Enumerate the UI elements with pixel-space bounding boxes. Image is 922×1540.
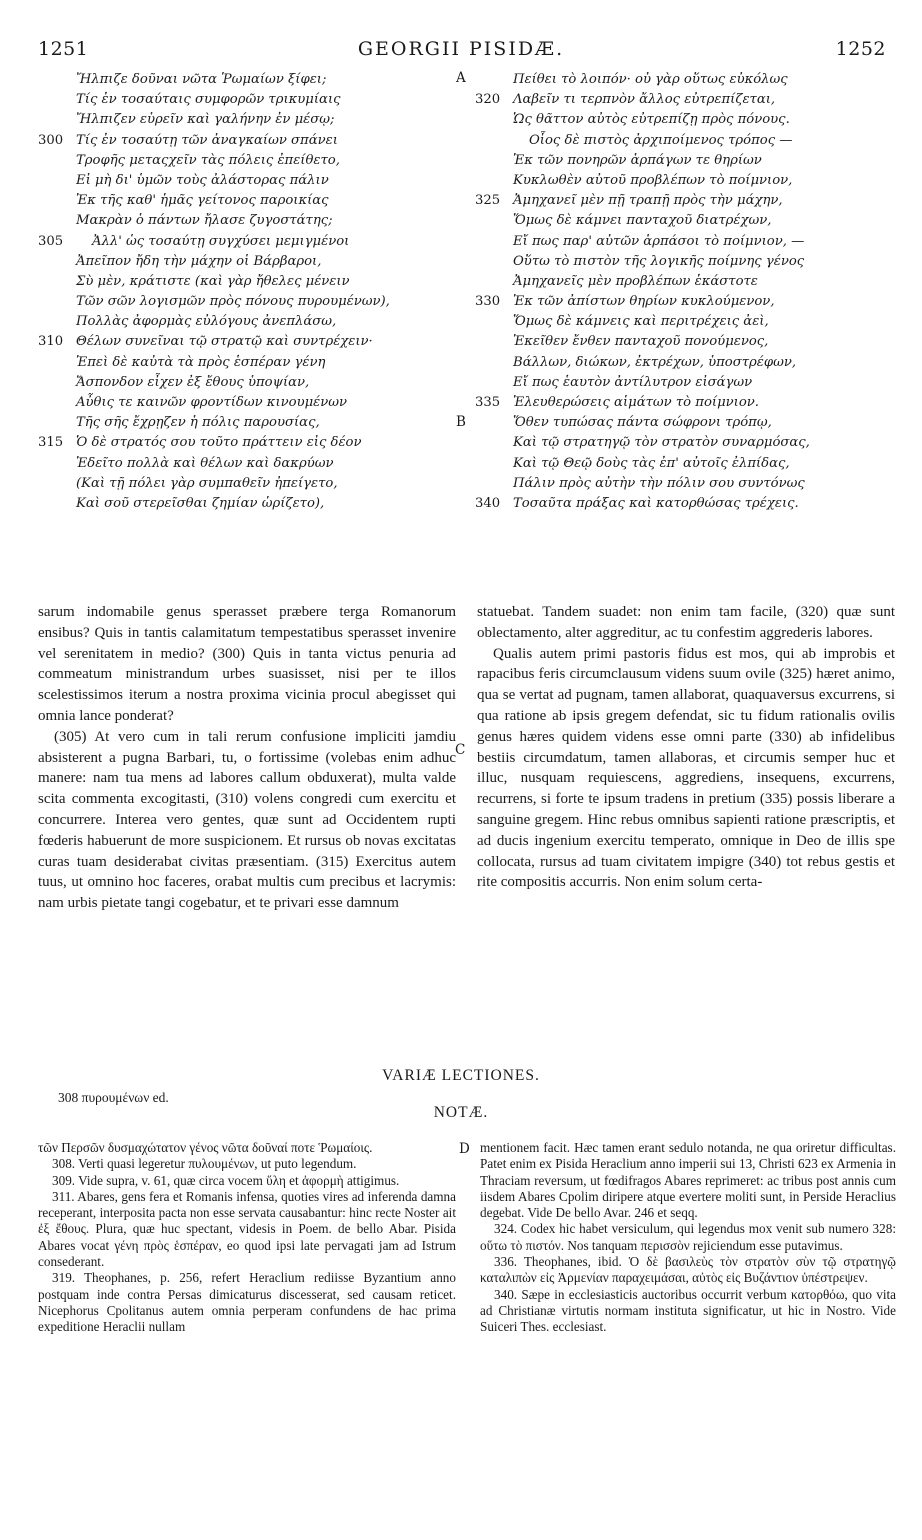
verse-line bbox=[38, 90, 458, 110]
verse-text: Τίς ἐν τοσαύτῃ τῶν ἀναγκαίων σπάνει bbox=[76, 132, 338, 148]
verse-number: 305 bbox=[38, 233, 64, 249]
verse-line bbox=[38, 332, 458, 352]
verse-line bbox=[475, 393, 895, 413]
verse-text: Οὕτω τὸ πιστὸν τῆς λογικῆς ποίμνης γένος bbox=[513, 253, 805, 269]
verse-text: (Καὶ τῇ πόλει γὰρ συμπαθεῖν ἠπείγετο, bbox=[76, 475, 338, 491]
verse-line bbox=[475, 494, 895, 514]
verse-line bbox=[38, 131, 458, 151]
verse-number: 330 bbox=[475, 294, 501, 310]
verse-line bbox=[475, 191, 895, 211]
verse-number: 310 bbox=[38, 334, 64, 350]
verse-line bbox=[475, 110, 895, 130]
verse-line bbox=[38, 191, 458, 211]
verse-text: Αὖθις τε καινῶν φροντίδων κινουμένων bbox=[76, 395, 348, 410]
latin-translation-left bbox=[38, 602, 456, 914]
verse-text: Θέλων συνεῖναι τῷ στρατῷ καὶ συντρέχειν· bbox=[76, 334, 373, 350]
verse-line bbox=[38, 151, 458, 171]
margin-letter-c: C bbox=[455, 742, 466, 758]
verse-text: Ὅμως δὲ κάμνει πανταχοῦ διατρέχων, bbox=[513, 213, 772, 229]
verse-line bbox=[475, 272, 895, 292]
margin-letter-b: B bbox=[456, 414, 466, 430]
verse-number: 340 bbox=[475, 495, 501, 511]
note-paragraph: mentionem facit. Hæc tamen erant sedulo notanda, ne qua oriretur difficultas. Patet enim ex Pisida Heraclium anno imperii sui 13, Christi 623 ex Armenia in Thraciam reversum, ut fœdifragos Abares reprimeret: ac tribus post annis cum iisdem Abares Cpolim diripere atque evertere moliti sunt, in Perside Heraclius degebat. Vide De bello Avar. 246 et seqq. bbox=[480, 1140, 896, 1221]
verse-text: Οἷος δὲ πιστὸς ἀρχιποίμενος τρόπος — bbox=[529, 132, 793, 148]
translation-paragraph: statuebat. Tandem suadet: non enim tam facile, (320) quæ sunt oblectamento, alter aggreditur, ac tu confestim aggrederis labores. bbox=[477, 604, 895, 641]
verse-line bbox=[38, 373, 458, 393]
verse-text: Ἤλπιζεν εὑρεῖν καὶ γαλήνην ἐν μέσῳ; bbox=[76, 112, 335, 128]
verse-line bbox=[38, 110, 458, 130]
verse-text: Ἐκεῖθεν ἔνθεν πανταχοῦ πονούμενος, bbox=[513, 334, 769, 350]
right-page-number: 1252 bbox=[835, 38, 886, 60]
verse-text: Ἐκ τῶν πονηρῶν ἁρπάγων τε θηρίων bbox=[513, 152, 762, 168]
verse-line bbox=[38, 454, 458, 474]
verse-line bbox=[475, 373, 895, 393]
verse-line bbox=[475, 252, 895, 272]
verse-text: Κυκλωθὲν αὐτοῦ προβλέπων τὸ ποίμνιον, bbox=[513, 172, 793, 188]
verse-text: Ἀλλ' ὡς τοσαύτῃ συγχύσει μεμιγμένοι bbox=[92, 233, 350, 249]
note-paragraph: 311. Abares, gens fera et Romanis infensa, quoties vires ad inferenda damna receperant, interposita pacta non esse servata causabantur: hinc recte Noster ait ἐξ ἔθους. Plura, quæ huc spectant, videsis in Poem. de bello Abar. Pisida Abares vocat γένη πρὸς ἑσπέραν, eo quod ipsi late pervagati jam ad Istrum consederant. bbox=[38, 1188, 456, 1270]
verse-line bbox=[38, 312, 458, 332]
verse-line bbox=[475, 292, 895, 312]
notes-column-left bbox=[38, 1140, 456, 1336]
verse-line bbox=[38, 353, 458, 373]
verse-text: Σὺ μὲν, κράτιστε (καὶ γὰρ ἤθελες μένειν bbox=[76, 273, 350, 289]
verse-number: 335 bbox=[475, 395, 501, 410]
verse-number: 315 bbox=[38, 435, 64, 451]
verse-text: Εἴ πως παρ' αὐτῶν ἁρπάσοι τὸ ποίμνιον, — bbox=[513, 233, 805, 249]
variae-lectiones-heading: VARIÆ LECTIONES. bbox=[382, 1067, 540, 1084]
verse-line bbox=[38, 433, 458, 453]
verse-text: Καὶ σοῦ στερεῖσθαι ζημίαν ὡρίζετο), bbox=[76, 495, 325, 511]
verse-text: Τοσαῦτα πράξας καὶ κατορθώσας τρέχεις. bbox=[513, 495, 799, 511]
verse-line bbox=[38, 211, 458, 231]
verse-text: Πολλὰς ἀφορμὰς εὐλόγους ἀνεπλάσω, bbox=[76, 314, 337, 330]
verse-text: Ἐδεῖτο πολλὰ καὶ θέλων καὶ δακρύων bbox=[76, 455, 334, 471]
verse-text: Ὅθεν τυπώσας πάντα σώφρονι τρόπῳ, bbox=[513, 415, 772, 431]
left-page-number: 1251 bbox=[38, 38, 89, 60]
translation-paragraph: Qualis autem primi pastoris fidus est mos, qui ab improbis et rapacibus feris circumclausum videns suum ovile (325) hæret animo, qua se vertat ad pugnam, tamen allaborat, quaquaversus excurrens, si qua ratione ab ipsis gregem defendat, sic tu fidum rationalis ovilis genus hæres quidem videns esse omni parte (330) ab infidelibus bestiis circumdatum, tamen allaboras, et circumis semper huc et illuc, nusquam requiescens, aggrediens, insequens, excurrens, recurrens, si forte te ipsum tradens in pretium (335) possis liberare a sanguine gregem. Hinc rebus omnibus sapienti ratione præscriptis, et ad ducis ingenium exercitu temperato, omnique in Deo de illis spe collocata, rursus ad tuam civitatem impigre (340) tot rebus gestis et rite compositis accurris. Non enim solum certa- bbox=[477, 645, 895, 891]
verse-text: Ἐλευθερώσεις αἱμάτων τὸ ποίμνιον. bbox=[513, 395, 759, 410]
verse-line bbox=[475, 70, 895, 90]
verse-text: Ἤλπιζε δοῦναι νῶτα Ῥωμαίων ξίφει; bbox=[76, 72, 327, 87]
verse-line bbox=[475, 433, 895, 453]
verse-text: Ἐκ τῶν ἀπίστων θηρίων κυκλούμενον, bbox=[513, 294, 775, 310]
verse-text: Εἰ μὴ δι' ὑμῶν τοὺς ἀλάστορας πάλιν bbox=[76, 172, 329, 188]
verse-line bbox=[475, 90, 895, 110]
note-paragraph: 336. Theophanes, ibid. Ὁ δὲ βασιλεὺς τὸν στρατὸν σὺν τῷ στρατηγῷ καταλιπὼν εἰς Ἀρμενίαν παραχειμάσαι, αὐτὸς εἰς Βυζάντιον ὑπέστρεψεν. bbox=[480, 1254, 896, 1286]
verse-line bbox=[38, 272, 458, 292]
verse-number: 320 bbox=[475, 92, 501, 108]
margin-letter-a: A bbox=[456, 70, 466, 86]
verse-text: Ἀμηχανεῖς μὲν προβλέπων ἑκάστοτε bbox=[513, 273, 758, 289]
verse-line bbox=[475, 312, 895, 332]
note-paragraph: τῶν Περσῶν δυσμαχώτατον γένος νῶτα δοῦναί ποτε Ῥωμαίοις. bbox=[38, 1140, 373, 1155]
margin-letter-d: D bbox=[459, 1141, 470, 1157]
notes-column-right bbox=[480, 1140, 896, 1336]
verse-text: Ἐκ τῆς καθ' ἡμᾶς γείτονος παροικίας bbox=[76, 193, 329, 209]
verse-number: 325 bbox=[475, 193, 501, 209]
verse-text: Καὶ τῷ Θεῷ δοὺς τὰς ἐπ' αὐτοῖς ἐλπίδας, bbox=[513, 455, 790, 471]
verse-line bbox=[475, 474, 895, 494]
note-paragraph: 309. Vide supra, v. 61, quæ circa vocem ὕλη et ἀφορμὴ attigimus. bbox=[52, 1172, 400, 1188]
translation-paragraph: sarum indomabile genus sperasset præbere terga Romanorum ensibus? Quis in tantis calamitatum tempestatibus sperasset invenire vel serenitatem in medio? (300) Quis in tanta victus penuria ad commeatum ministrandum urbes suasisset, nisi per te illos scelestissimos iterum a nostra proxima vicinia procul abegisset qui omnia lance ponderat? bbox=[38, 604, 456, 724]
verse-text: Λαβεῖν τι τερπνὸν ἄλλος εὐτρεπίζεται, bbox=[513, 92, 776, 108]
verse-text: Ὁ δὲ στρατός σου τοῦτο πράττειν εἰς δέον bbox=[76, 435, 362, 451]
verse-text: Ἀπεῖπον ἤδη τὴν μάχην οἱ Βάρβαροι, bbox=[76, 253, 322, 269]
verse-text: Καὶ τῷ στρατηγῷ τὸν στρατὸν συναρμόσας, bbox=[513, 435, 810, 451]
note-paragraph: 324. Codex hic habet versiculum, qui legendus mox venit sub numero 328: οὕτω τὸ πιστόν. Nos tanquam περισσὸν rejiciendum esse putavimus. bbox=[480, 1221, 896, 1253]
verse-text: Τῆς σῆς ἔχρῃζεν ἡ πόλις παρουσίας, bbox=[76, 415, 320, 431]
verse-text: Μακρὰν ὁ πάντων ἤλασε ζυγοστάτης; bbox=[76, 213, 333, 229]
verse-line bbox=[475, 332, 895, 352]
verse-text: Εἴ πως ἑαυτὸν ἀντίλυτρον εἰσάγων bbox=[513, 374, 753, 390]
verse-line bbox=[38, 292, 458, 312]
verse-text: Ὅμως δὲ κάμνεις καὶ περιτρέχεις ἀεὶ, bbox=[513, 314, 769, 330]
verse-text: Ἐπεὶ δὲ καὐτὰ τὰ πρὸς ἑσπέραν γένη bbox=[76, 354, 326, 370]
verse-line bbox=[475, 413, 895, 433]
verse-text: Βάλλων, διώκων, ἐκτρέχων, ὑποστρέφων, bbox=[513, 354, 797, 370]
verse-text: Ἄσπονδον εἶχεν ἐξ ἔθους ὑποψίαν, bbox=[76, 374, 310, 390]
verse-line bbox=[475, 454, 895, 474]
verse-text: Τροφῆς μεταςχεῖν τὰς πόλεις ἐπείθετο, bbox=[76, 152, 340, 168]
latin-translation-right bbox=[477, 602, 895, 893]
verse-line bbox=[475, 353, 895, 373]
verse-text: Τῶν σῶν λογισμῶν πρὸς πόνους πυρουμένων), bbox=[76, 294, 390, 310]
variant-reading: 308 πυρουμένων ed. bbox=[58, 1090, 169, 1105]
note-paragraph: 308. Verti quasi legeretur πυλουμένων, ut puto legendum. bbox=[52, 1156, 357, 1172]
verse-text: Ἀμηχανεῖ μὲν πῇ τραπῇ πρὸς τὴν μάχην, bbox=[513, 193, 783, 209]
running-title: GEORGII PISIDÆ. bbox=[357, 38, 565, 60]
verse-text: Ὡς θᾶττον αὐτὸς εὐτρεπίζῃ πρὸς πόνους. bbox=[513, 112, 790, 128]
notae-heading: NOTÆ. bbox=[433, 1104, 489, 1121]
note-paragraph: 340. Sæpe in ecclesiasticis auctoribus occurrit verbum κατορθόω, quo vita ad Christianæ virtutis normam instituta significatur, ut hic in Nostro. Vide Suiceri Thes. ecclesiast. bbox=[480, 1286, 896, 1335]
verse-line bbox=[475, 151, 895, 171]
verse-line bbox=[38, 413, 458, 433]
greek-verse-column-right bbox=[475, 70, 895, 514]
verse-line bbox=[38, 494, 458, 514]
note-paragraph: 319. Theophanes, p. 256, refert Heraclium rediisse Byzantium anno postquam inde contra Persas dimicaturus discesserat, sed causam reticet. Nicephorus Cpolitanus autem omnia perperam confundens de hac prima expeditione Heraclii nullam bbox=[38, 1270, 456, 1335]
verse-line bbox=[38, 252, 458, 272]
verse-line bbox=[475, 211, 895, 231]
verse-line bbox=[38, 393, 458, 413]
verse-line bbox=[38, 171, 458, 191]
verse-line bbox=[475, 171, 895, 191]
verse-line bbox=[38, 232, 458, 252]
verse-line bbox=[38, 70, 458, 90]
verse-line bbox=[38, 474, 458, 494]
verse-text: Πάλιν πρὸς αὐτὴν τὴν πόλιν σου συντόνως bbox=[513, 475, 805, 491]
verse-line bbox=[475, 131, 895, 151]
greek-verse-column-left bbox=[38, 70, 458, 514]
verse-text: Τίς ἐν τοσαύταις συμφορῶν τρικυμίαις bbox=[76, 92, 341, 108]
verse-line bbox=[475, 232, 895, 252]
verse-number: 300 bbox=[38, 132, 64, 148]
verse-text: Πείθει τὸ λοιπόν· οὐ γὰρ οὕτως εὐκόλως bbox=[513, 72, 788, 87]
translation-paragraph: (305) At vero cum in tali rerum confusione implicitі jamdiu absisterent a pugna Barbari, tu, o fortissime (volebas enim adhuc manere: nam tua mens ad labores callum obduxerat), multa valde scita commenta excogitasti, (310) volens congredi cum exercitu et concurrere. Interea vero gentes, quæ sunt ad Occidentem rupti fœderis habuerunt de more suspicionem. Et rursus ob novas excitatas curas tuam desiderabat civitas præsentiam. (315) Exercitus autem tuus, ut omnino hoc faceres, orabat multis cum precibus et lacrymis: nam urbis pietate tangi cogebatur, et te privari esse damnum bbox=[38, 728, 456, 912]
